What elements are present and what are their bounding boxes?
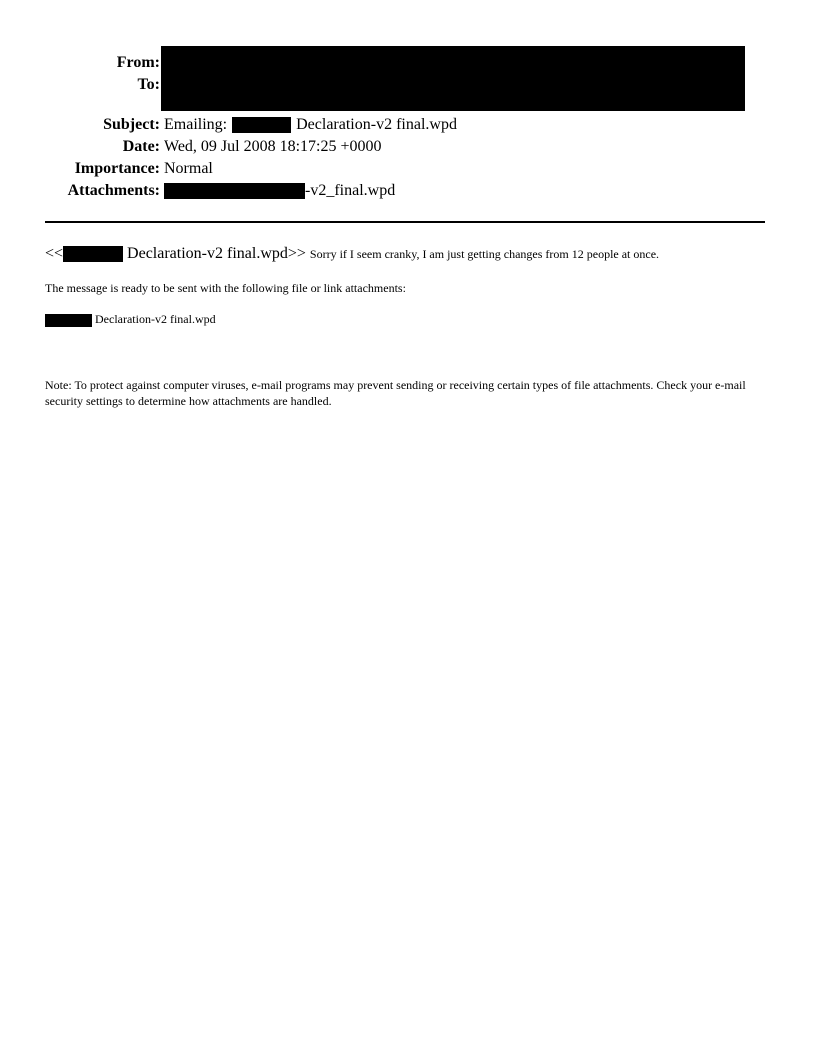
- link-open: <<: [45, 245, 64, 262]
- date-label: Date:: [122, 138, 160, 155]
- subject-prefix: Emailing:: [164, 116, 228, 133]
- subject-redaction: [232, 117, 291, 133]
- ready-text: The message is ready to be sent with the following file or link attachments:: [45, 281, 406, 295]
- attachment-suffix[interactable]: -v2_final.wpd: [305, 182, 396, 199]
- from-label: From:: [116, 54, 160, 71]
- body-message: Sorry if I seem cranky, I am just getting changes from 12 people at once.: [309, 247, 660, 261]
- subject-suffix: Declaration-v2 final.wpd: [296, 116, 457, 133]
- attachments-label: Attachments:: [67, 182, 160, 199]
- link-text: Declaration-v2 final.wpd>>: [123, 245, 306, 262]
- subject-label: Subject:: [103, 116, 160, 133]
- to-label: To:: [137, 76, 160, 93]
- subject-row: [0, 114, 816, 136]
- attachment-list-item[interactable]: [45, 311, 216, 327]
- importance-label: Importance:: [74, 160, 160, 177]
- header-divider: [45, 221, 765, 223]
- attachment-redaction: [164, 183, 305, 199]
- subject-value: [164, 114, 457, 136]
- importance-row: [0, 158, 816, 180]
- date-value: Wed, 09 Jul 2008 18:17:25 +0000: [164, 138, 382, 155]
- security-note: Note: To protect against computer viruses, e-mail programs may prevent sending or receiving certain types of file attachments. Check your e-mail security settings to determine how attachments are handled.: [45, 378, 746, 408]
- importance-value: Normal: [164, 160, 213, 177]
- body-first-line: [45, 244, 659, 264]
- from-to-redaction: [161, 46, 745, 111]
- attachment-list-name: Declaration-v2 final.wpd: [95, 312, 216, 326]
- attachments-value[interactable]: [164, 180, 395, 202]
- attachment-link[interactable]: [45, 245, 306, 262]
- attachment-list-redaction: [45, 314, 92, 327]
- date-row: [0, 136, 816, 158]
- link-redaction: [63, 246, 123, 262]
- attachments-row: [0, 180, 816, 202]
